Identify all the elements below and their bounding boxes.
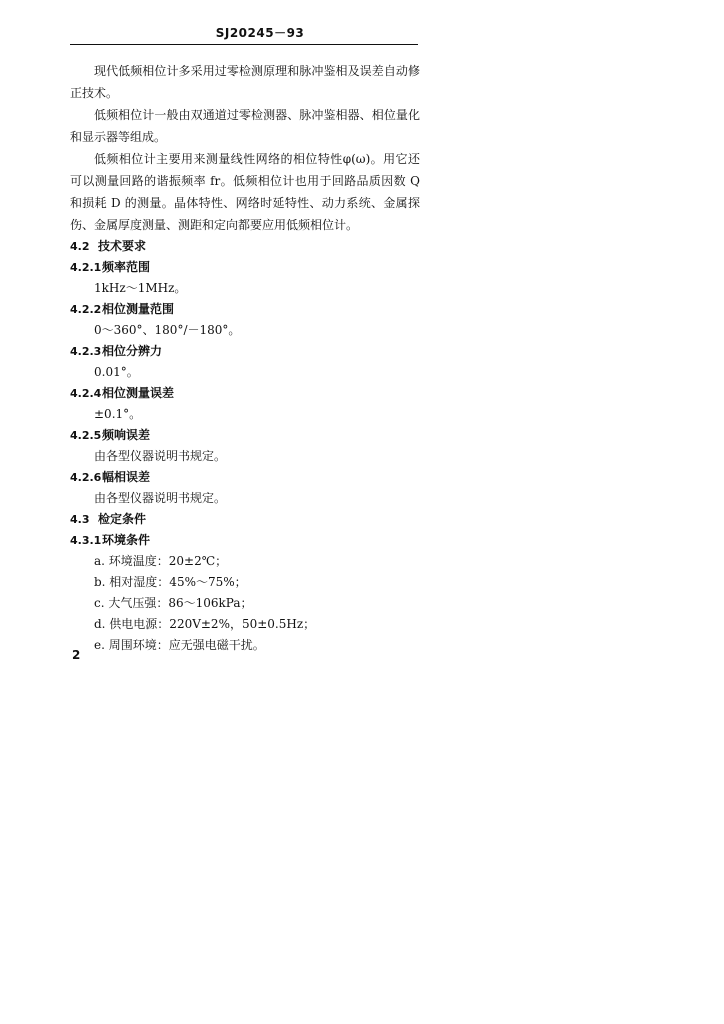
clause-title: 环境条件 (102, 533, 151, 547)
section-title: 检定条件 (98, 512, 147, 526)
clause-heading-4-2-6 (70, 467, 420, 488)
section-heading-4-3 (70, 509, 420, 530)
clause-value-phase-resolution: 0.01°。 (94, 365, 139, 379)
condition-item-humidity: b. 相对湿度：45%～75%； (94, 575, 247, 589)
condition-item-surroundings: e. 周围环境：应无强电磁干扰。 (94, 638, 265, 652)
clause-title: 频率范围 (102, 260, 151, 274)
clause-title: 幅相误差 (102, 470, 151, 484)
section-title: 技术要求 (98, 239, 147, 253)
clause-value-frequency-response-error: 由各型仪器说明书规定。 (94, 449, 227, 463)
clause-title: 频响误差 (102, 428, 151, 442)
clause-title: 相位测量误差 (102, 386, 175, 400)
clause-value-amplitude-phase-error: 由各型仪器说明书规定。 (94, 491, 227, 505)
section-number: 4.2 (70, 240, 90, 253)
document-body (70, 60, 420, 656)
condition-item-temperature: a. 环境温度：20±2℃； (94, 554, 228, 568)
clause-title: 相位分辨力 (102, 344, 163, 358)
section-number: 4.3 (70, 513, 90, 526)
clause-value-phase-range: 0～360°、180°/－180°。 (94, 323, 241, 337)
paragraph-applications: 低频相位计主要用来测量线性网络的相位特性φ(ω)。用它还可以测量回路的谐振频率 fr。低频相位计也用于回路品质因数 Q 和损耗 D 的测量。晶体特性、网络时延特性、动力系统、金属探伤、金属厚度测量、测距和定向都要应用低频相位计。 (70, 152, 420, 232)
standard-code: SJ20245－93 (215, 26, 305, 40)
page-number: 2 (72, 648, 81, 662)
header-rule (70, 44, 418, 45)
clause-value-phase-error: ±0.1°。 (94, 407, 142, 421)
condition-item-pressure: c. 大气压强：86～106kPa； (94, 596, 253, 610)
clause-heading-4-2-3 (70, 341, 420, 362)
clause-number: 4.2.2 (70, 303, 102, 316)
clause-heading-4-2-1 (70, 257, 420, 278)
clause-value-frequency-range: 1kHz～1MHz。 (94, 281, 187, 295)
paragraph-principle: 现代低频相位计多采用过零检测原理和脉冲鉴相及误差自动修正技术。 (70, 64, 420, 100)
clause-heading-4-2-5 (70, 425, 420, 446)
clause-number: 4.2.5 (70, 429, 102, 442)
clause-title: 相位测量范围 (102, 302, 175, 316)
clause-heading-4-3-1 (70, 530, 420, 551)
clause-number: 4.2.1 (70, 261, 102, 274)
clause-number: 4.2.3 (70, 345, 102, 358)
section-heading-4-2 (70, 236, 420, 257)
clause-number: 4.2.4 (70, 387, 102, 400)
clause-heading-4-2-4 (70, 383, 420, 404)
clause-number: 4.3.1 (70, 534, 102, 547)
condition-item-power-supply: d. 供电电源：220V±2%，50±0.5Hz； (94, 617, 316, 631)
paragraph-composition: 低频相位计一般由双通道过零检测器、脉冲鉴相器、相位量化和显示器等组成。 (70, 108, 420, 144)
clause-heading-4-2-2 (70, 299, 420, 320)
clause-number: 4.2.6 (70, 471, 102, 484)
